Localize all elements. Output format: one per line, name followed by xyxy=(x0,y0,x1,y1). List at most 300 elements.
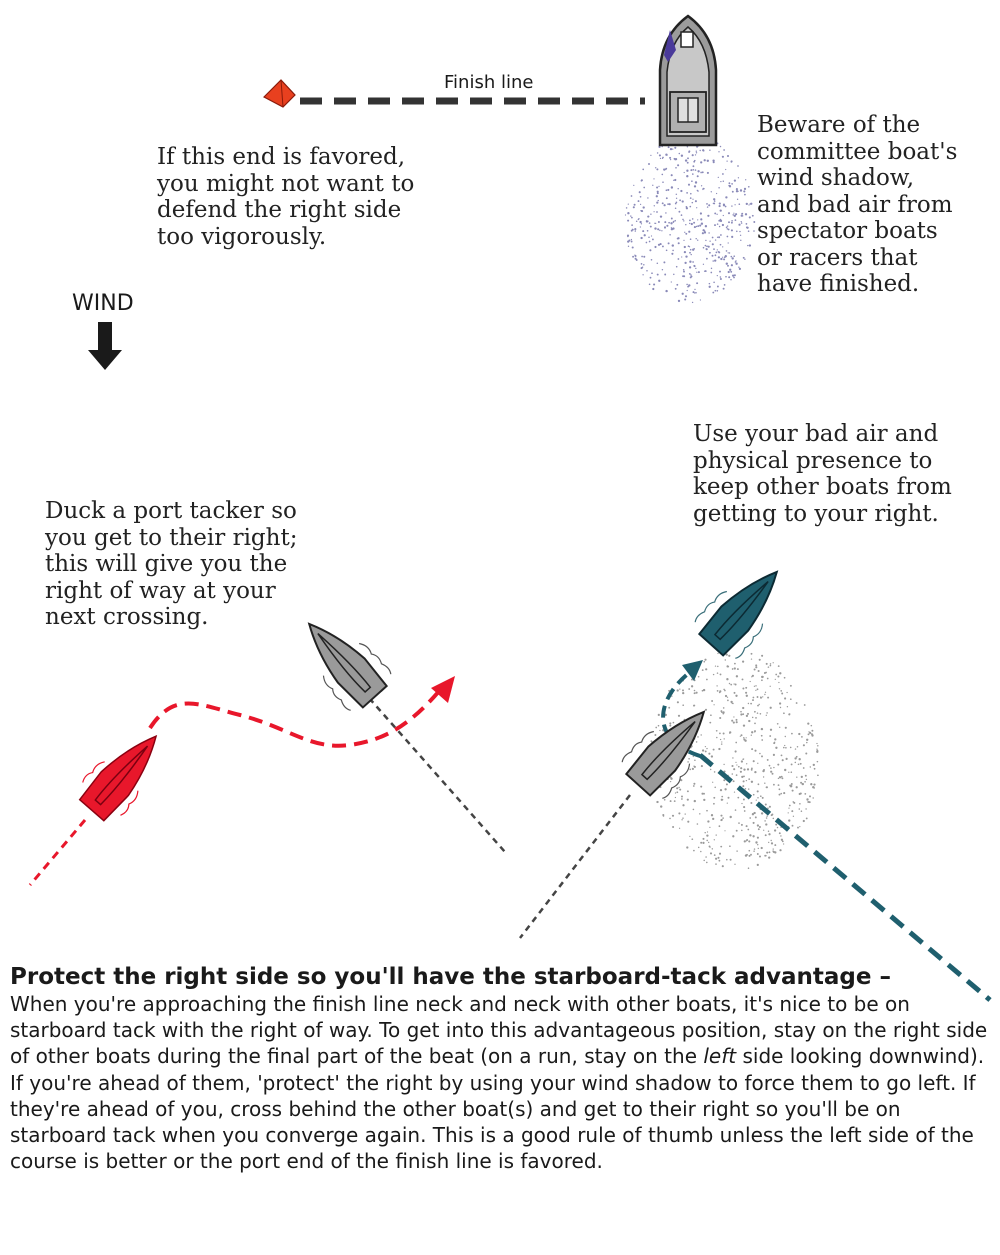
shadow-dot xyxy=(708,842,709,843)
shadow-dot xyxy=(708,246,710,248)
shadow-dot xyxy=(660,215,662,217)
shadow-dot xyxy=(671,186,673,188)
shadow-dot xyxy=(675,167,677,169)
shadow-dot xyxy=(758,828,760,830)
shadow-dot xyxy=(750,681,751,682)
shadow-dot xyxy=(791,763,793,765)
shadow-dot xyxy=(698,271,700,273)
shadow-dot xyxy=(757,688,759,690)
shadow-dot xyxy=(719,825,721,827)
shadow-dot xyxy=(760,713,762,715)
shadow-dot xyxy=(687,146,688,147)
shadow-dot xyxy=(710,714,712,716)
shadow-dot xyxy=(813,787,815,789)
shadow-dot xyxy=(753,812,755,814)
shadow-dot xyxy=(700,851,702,853)
shadow-dot xyxy=(672,148,673,149)
shadow-dot xyxy=(682,689,684,691)
shadow-dot xyxy=(758,848,759,849)
shadow-dot xyxy=(722,799,723,800)
shadow-dot xyxy=(693,756,694,757)
shadow-dot xyxy=(725,276,727,278)
shadow-dot xyxy=(701,765,703,767)
shadow-dot xyxy=(792,790,794,792)
shadow-dot xyxy=(727,700,729,702)
shadow-dot xyxy=(693,169,695,171)
red-boat-track xyxy=(30,820,85,885)
shadow-dot xyxy=(785,736,786,737)
shadow-dot xyxy=(727,236,729,238)
shadow-dot xyxy=(719,690,721,692)
shadow-dot xyxy=(734,179,736,181)
shadow-dot xyxy=(712,292,714,294)
shadow-dot xyxy=(652,288,654,290)
shadow-dot xyxy=(785,747,787,749)
shadow-dot xyxy=(666,197,668,199)
shadow-dot xyxy=(741,803,742,804)
shadow-dot xyxy=(723,764,724,765)
shadow-dot xyxy=(716,193,717,194)
shadow-dot xyxy=(714,787,716,789)
shadow-dot xyxy=(669,157,671,159)
shadow-dot xyxy=(627,236,629,238)
shadow-dot xyxy=(762,696,763,697)
shadow-dot xyxy=(671,253,673,255)
shadow-dot xyxy=(697,823,699,825)
shadow-dot xyxy=(748,850,750,852)
shadow-dot xyxy=(765,803,767,805)
shadow-dot xyxy=(763,776,764,777)
shadow-dot xyxy=(757,790,759,792)
shadow-dot xyxy=(700,172,702,174)
shadow-dot xyxy=(697,736,699,738)
shadow-dot xyxy=(673,222,674,223)
shadow-dot xyxy=(713,803,715,805)
shadow-dot xyxy=(793,802,795,804)
shadow-dot xyxy=(728,182,730,184)
shadow-dot xyxy=(789,805,791,807)
shadow-dot xyxy=(664,221,666,223)
shadow-dot xyxy=(728,655,730,657)
shadow-dot xyxy=(773,784,775,786)
shadow-dot xyxy=(768,666,770,668)
shadow-dot xyxy=(720,219,722,221)
shadow-dot xyxy=(734,663,736,665)
shadow-dot xyxy=(687,799,689,801)
shadow-dot xyxy=(742,707,744,709)
shadow-dot xyxy=(707,160,709,162)
shadow-dot xyxy=(706,246,707,247)
shadow-dot xyxy=(772,773,774,775)
shadow-dot xyxy=(687,286,688,287)
shadow-dot xyxy=(694,226,696,228)
shadow-dot xyxy=(722,156,724,158)
shadow-dot xyxy=(766,815,767,816)
shadow-dot xyxy=(681,214,683,216)
shadow-dot xyxy=(794,757,796,759)
shadow-dot xyxy=(748,840,750,842)
shadow-dot xyxy=(735,219,737,221)
shadow-dot xyxy=(750,703,752,705)
shadow-dot xyxy=(672,815,674,817)
shadow-dot xyxy=(770,707,772,709)
shadow-dot xyxy=(727,697,728,698)
shadow-dot xyxy=(693,850,695,852)
shadow-dot xyxy=(790,747,792,749)
shadow-dot xyxy=(672,250,674,252)
shadow-dot xyxy=(664,226,666,228)
shadow-dot xyxy=(677,689,679,691)
shadow-dot xyxy=(665,212,666,213)
shadow-dot xyxy=(625,214,626,215)
shadow-dot xyxy=(803,744,805,746)
shadow-dot xyxy=(736,675,738,677)
shadow-dot xyxy=(726,665,728,667)
shadow-dot xyxy=(721,711,723,713)
shadow-dot xyxy=(697,170,699,172)
shadow-dot xyxy=(752,699,754,701)
shadow-dot xyxy=(737,165,739,167)
shadow-dot xyxy=(652,238,654,240)
shadow-dot xyxy=(758,704,759,705)
shadow-dot xyxy=(798,733,800,735)
shadow-dot xyxy=(724,830,725,831)
shadow-dot xyxy=(765,834,767,836)
shadow-dot xyxy=(720,276,722,278)
shadow-dot xyxy=(740,713,742,715)
shadow-dot xyxy=(689,252,691,254)
shadow-dot xyxy=(735,762,736,763)
shadow-dot xyxy=(709,286,711,288)
shadow-dot xyxy=(711,700,713,702)
shadow-dot xyxy=(745,854,747,856)
shadow-dot xyxy=(692,302,693,303)
shadow-dot xyxy=(778,784,780,786)
shadow-dot xyxy=(735,263,737,265)
shadow-dot xyxy=(684,172,685,173)
shadow-dot xyxy=(720,819,722,821)
shadow-dot xyxy=(692,218,694,220)
shadow-dot xyxy=(718,251,720,253)
shadow-dot xyxy=(764,782,765,783)
shadow-dot xyxy=(704,832,705,833)
shadow-dot xyxy=(719,203,721,205)
shadow-dot xyxy=(693,705,695,707)
shadow-dot xyxy=(729,185,731,187)
shadow-dot xyxy=(758,783,760,785)
shadow-dot xyxy=(784,769,786,771)
shadow-dot xyxy=(775,824,777,826)
shadow-dot xyxy=(744,258,745,259)
shadow-dot xyxy=(682,219,684,221)
shadow-dot xyxy=(749,855,751,857)
shadow-dot xyxy=(805,808,806,809)
shadow-dot xyxy=(757,844,758,845)
shadow-dot xyxy=(731,720,733,722)
shadow-dot xyxy=(816,749,817,750)
shadow-dot xyxy=(684,232,685,233)
shadow-dot xyxy=(735,742,737,744)
shadow-dot xyxy=(736,830,738,832)
shadow-dot xyxy=(675,207,677,209)
shadow-dot xyxy=(761,847,763,849)
shadow-dot xyxy=(680,190,682,192)
shadow-dot xyxy=(693,222,695,224)
shadow-dot xyxy=(733,780,735,782)
shadow-dot xyxy=(657,191,659,193)
shadow-dot xyxy=(746,763,747,764)
shadow-dot xyxy=(779,849,781,851)
shadow-dot xyxy=(641,180,643,182)
shadow-dot xyxy=(664,799,666,801)
shadow-dot xyxy=(796,756,798,758)
shadow-dot xyxy=(686,284,688,286)
shadow-dot xyxy=(693,291,695,293)
shadow-dot xyxy=(701,734,702,735)
shadow-dot xyxy=(641,223,642,224)
shadow-dot xyxy=(799,808,801,810)
shadow-dot xyxy=(663,261,665,263)
shadow-dot xyxy=(713,202,715,204)
shadow-dot xyxy=(653,211,654,212)
shadow-dot xyxy=(641,267,643,269)
shadow-dot xyxy=(749,834,751,836)
shadow-dot xyxy=(786,692,787,693)
shadow-dot xyxy=(671,174,673,176)
shadow-dot xyxy=(705,709,707,711)
shadow-dot xyxy=(659,730,660,731)
shadow-dot xyxy=(732,668,734,670)
shadow-dot xyxy=(707,206,708,207)
shadow-dot xyxy=(780,793,782,795)
shadow-dot xyxy=(706,679,708,681)
shadow-dot xyxy=(710,769,711,770)
shadow-dot xyxy=(691,838,693,840)
shadow-dot xyxy=(714,854,716,856)
shadow-dot xyxy=(658,200,659,201)
shadow-dot xyxy=(694,800,696,802)
shadow-dot xyxy=(712,237,714,239)
shadow-dot xyxy=(808,733,810,735)
shadow-dot xyxy=(770,665,772,667)
shadow-dot xyxy=(643,256,645,258)
shadow-dot xyxy=(755,664,757,666)
shadow-dot xyxy=(741,213,743,215)
shadow-dot xyxy=(777,675,779,677)
shadow-dot xyxy=(632,256,634,258)
shadow-dot xyxy=(640,237,642,239)
shadow-dot xyxy=(732,757,733,758)
red-boat-icon xyxy=(72,719,177,828)
shadow-dot xyxy=(679,688,680,689)
shadow-dot xyxy=(717,653,718,654)
shadow-dot xyxy=(706,248,708,250)
shadow-dot xyxy=(660,158,661,159)
shadow-dot xyxy=(722,711,724,713)
shadow-dot xyxy=(727,802,728,803)
shadow-dot xyxy=(720,846,722,848)
shadow-dot xyxy=(681,155,683,157)
shadow-dot xyxy=(739,231,740,232)
shadow-dot xyxy=(643,187,645,189)
shadow-dot xyxy=(712,260,714,262)
shadow-dot xyxy=(712,243,714,245)
shadow-dot xyxy=(697,175,699,177)
shadow-dot xyxy=(769,806,771,808)
shadow-dot xyxy=(774,844,776,846)
shadow-dot xyxy=(662,181,664,183)
shadow-dot xyxy=(642,169,644,171)
shadow-dot xyxy=(773,818,775,820)
shadow-dot xyxy=(746,223,748,225)
shadow-dot xyxy=(716,685,717,686)
shadow-dot xyxy=(730,684,732,686)
shadow-dot xyxy=(671,218,673,220)
red-boat-path xyxy=(150,690,440,746)
shadow-dot xyxy=(691,685,693,687)
shadow-dot xyxy=(676,787,678,789)
shadow-dot xyxy=(706,862,708,864)
shadow-dot xyxy=(736,188,738,190)
shadow-dot xyxy=(685,159,687,161)
shadow-dot xyxy=(810,766,811,767)
shadow-dot xyxy=(798,763,800,765)
committee-boat-icon xyxy=(660,16,716,145)
shadow-dot xyxy=(628,204,629,205)
shadow-dot xyxy=(779,788,781,790)
shadow-dot xyxy=(771,814,773,816)
shadow-dot xyxy=(773,767,774,768)
shadow-dot xyxy=(701,793,703,795)
shadow-dot xyxy=(685,255,687,257)
shadow-dot xyxy=(728,252,729,253)
shadow-dot xyxy=(682,293,684,295)
shadow-dot xyxy=(704,159,706,161)
shadow-dot xyxy=(709,149,710,150)
shadow-dot xyxy=(759,855,761,857)
shadow-dot xyxy=(681,256,682,257)
shadow-dot xyxy=(705,225,707,227)
shadow-dot xyxy=(696,151,697,152)
shadow-dot xyxy=(753,794,755,796)
shadow-dot xyxy=(681,819,682,820)
shadow-dot xyxy=(757,763,758,764)
shadow-dot xyxy=(695,238,696,239)
shadow-dot xyxy=(695,268,696,269)
shadow-dot xyxy=(781,839,783,841)
caption-body-emphasis: left xyxy=(703,1044,737,1069)
shadow-dot xyxy=(726,263,728,265)
shadow-dot xyxy=(765,855,766,856)
shadow-dot xyxy=(720,278,722,280)
shadow-dot xyxy=(677,238,679,240)
shadow-dot xyxy=(754,686,755,687)
shadow-dot xyxy=(740,235,741,236)
shadow-dot xyxy=(702,669,704,671)
shadow-dot xyxy=(700,161,702,163)
shadow-dot xyxy=(717,857,719,859)
shadow-dot xyxy=(653,178,654,179)
shadow-dot xyxy=(674,179,676,181)
shadow-dot xyxy=(813,784,815,786)
shadow-dot xyxy=(641,256,643,258)
shadow-dot xyxy=(717,223,719,225)
shadow-dot xyxy=(728,221,730,223)
shadow-dot xyxy=(695,154,696,155)
shadow-dot xyxy=(659,230,660,231)
shadow-dot xyxy=(709,241,710,242)
shadow-dot xyxy=(719,853,721,855)
shadow-dot xyxy=(698,847,700,849)
shadow-dot xyxy=(736,721,738,723)
shadow-dot xyxy=(769,765,771,767)
shadow-dot xyxy=(737,797,739,799)
shadow-dot xyxy=(783,747,785,749)
shadow-dot xyxy=(730,701,732,703)
shadow-dot xyxy=(683,271,685,273)
shadow-dot xyxy=(753,822,755,824)
shadow-dot xyxy=(744,810,746,812)
shadow-dot xyxy=(697,190,699,192)
shadow-dot xyxy=(720,258,722,260)
shadow-dot xyxy=(755,816,757,818)
shadow-dot xyxy=(814,768,816,770)
shadow-dot xyxy=(701,185,702,186)
shadow-dot xyxy=(766,715,767,716)
shadow-dot xyxy=(746,695,748,697)
shadow-dot xyxy=(773,662,774,663)
shadow-dot xyxy=(690,238,692,240)
shadow-dot xyxy=(718,860,720,862)
shadow-dot xyxy=(708,232,709,233)
shadow-dot xyxy=(723,733,725,735)
shadow-dot xyxy=(698,676,700,678)
shadow-dot xyxy=(784,745,785,746)
shadow-dot xyxy=(785,727,787,729)
shadow-dot xyxy=(687,821,689,823)
shadow-dot xyxy=(741,824,743,826)
shadow-dot xyxy=(631,224,633,226)
shadow-dot xyxy=(657,274,659,276)
shadow-dot xyxy=(716,290,718,292)
shadow-dot xyxy=(662,202,664,204)
shadow-dot xyxy=(705,746,706,747)
shadow-dot xyxy=(745,213,747,215)
caption-body-part: side looking downwind). If you're ahead of them, 'protect' the right by using your wind shadow to force them to go left. If they're ahead of you, cross behind the other boat(s) and get to their right so you'll be on starboard tack when you converge again. This is a good rule of thumb unless the left side of the course is better or the port end of the finish line is favored. xyxy=(10,1044,985,1174)
shadow-dot xyxy=(695,292,697,294)
shadow-dot xyxy=(758,670,760,672)
shadow-dot xyxy=(656,168,658,170)
shadow-dot xyxy=(742,215,743,216)
shadow-dot xyxy=(788,772,789,773)
shadow-dot xyxy=(727,155,729,157)
shadow-dot xyxy=(733,255,735,257)
shadow-dot xyxy=(692,249,694,251)
shadow-dot xyxy=(806,779,807,780)
shadow-dot xyxy=(725,206,727,208)
shadow-dot xyxy=(706,258,708,260)
shadow-dot xyxy=(748,788,749,789)
shadow-dot xyxy=(793,816,794,817)
shadow-dot xyxy=(749,817,751,819)
shadow-dot xyxy=(788,812,789,813)
shadow-dot xyxy=(684,262,686,264)
shadow-dot xyxy=(764,694,765,695)
shadow-dot xyxy=(730,816,732,818)
teal-boat-icon xyxy=(690,552,799,664)
shadow-dot xyxy=(721,796,723,798)
shadow-dot xyxy=(716,252,718,254)
